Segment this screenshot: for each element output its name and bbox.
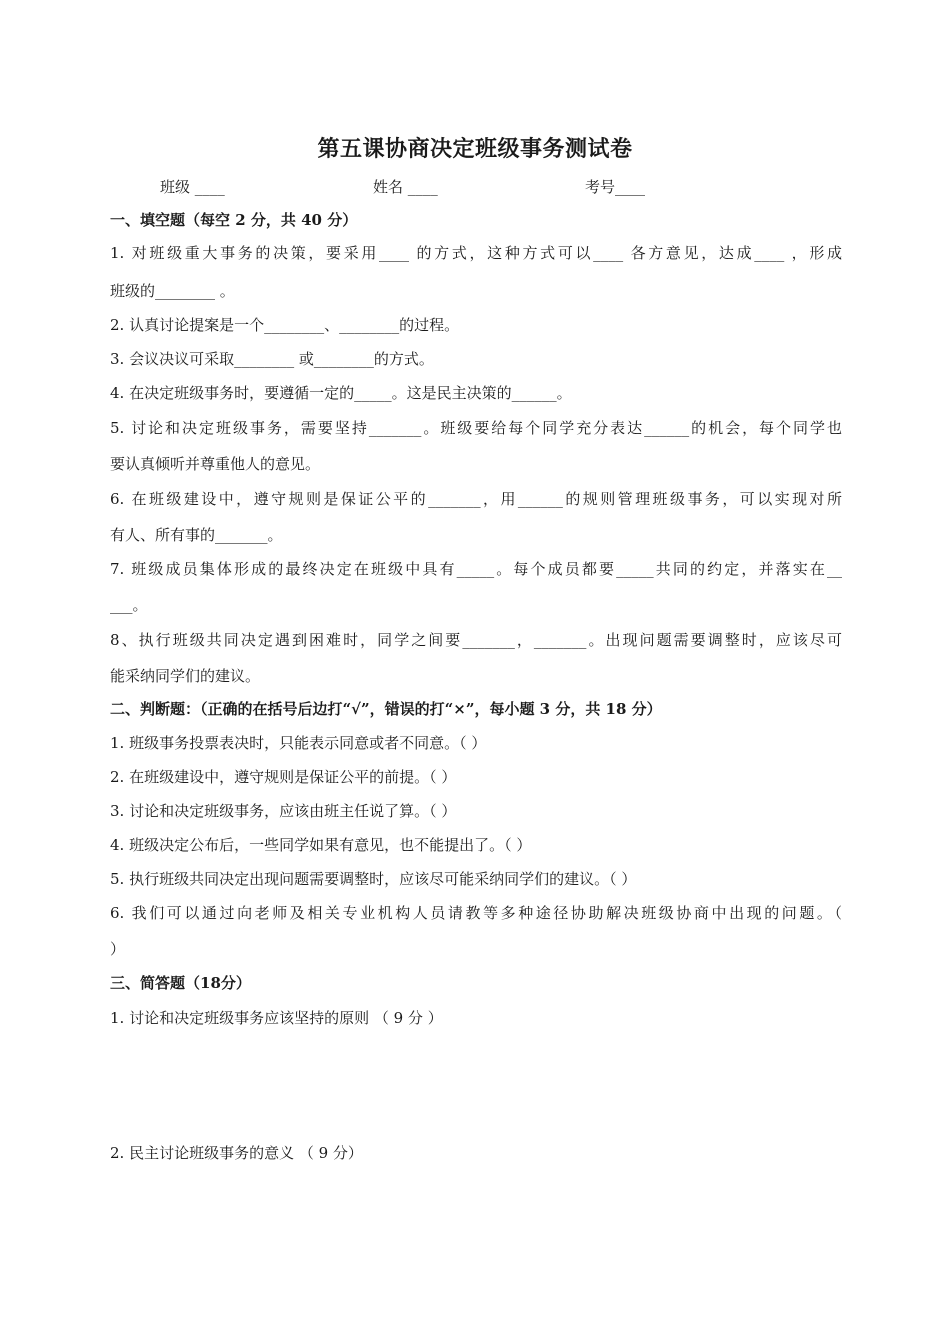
question-line: 6. 在班级建设中，遵守规则是保证公平的_______，用______的规则管理班级事务，可以实现对所 xyxy=(110,490,842,508)
question-line: 7. 班级成员集体形成的最终决定在班级中具有_____。每个成员都要_____共同的约定，并落实在__ xyxy=(110,560,842,578)
question-line: 2. 认真讨论提案是一个________、________的过程。 xyxy=(110,316,460,334)
question-line: 1. 班级事务投票表决时，只能表示同意或者不同意。（ ） xyxy=(110,734,487,752)
question-line: 5. 执行班级共同决定出现问题需要调整时，应该尽可能采纳同学们的建议。（ ） xyxy=(110,870,637,888)
section-heading-fill-in: 一、填空题（每空 2 分，共 40 分） xyxy=(110,211,358,229)
question-line: 5. 讨论和决定班级事务，需要坚持_______。班级要给每个同学充分表达______的机会，每个同学也 xyxy=(110,419,842,437)
question-line: 4. 班级决定公布后，一些同学如果有意见，也不能提出了。（ ） xyxy=(110,836,532,854)
class-field-label: 班级 ____ xyxy=(160,178,225,196)
question-line: 有人、所有事的_______。 xyxy=(110,526,283,544)
question-line: 能采纳同学们的建议。 xyxy=(110,667,261,685)
question-line: 6. 我们可以通过向老师及相关专业机构人员请教等多种途径协助解决班级协商中出现的问题。（ xyxy=(110,904,842,922)
section-heading-short-answer: 三、简答题（18分） xyxy=(110,974,251,992)
page-title: 第五课协商决定班级事务测试卷 xyxy=(317,136,633,162)
question-line: 2. 在班级建设中，遵守规则是保证公平的前提。（ ） xyxy=(110,768,457,786)
question-line: 8、执行班级共同决定遇到困难时，同学之间要_______，_______。出现问题需要调整时，应该尽可 xyxy=(110,631,842,649)
question-line: 要认真倾听并尊重他人的意见。 xyxy=(110,455,321,473)
question-line: 3. 讨论和决定班级事务，应该由班主任说了算。（ ） xyxy=(110,802,457,820)
question-line: ） xyxy=(110,940,126,958)
question-line: 班级的________ 。 xyxy=(110,282,235,300)
question-line: ___。 xyxy=(110,596,148,614)
name-field-label: 姓名 ____ xyxy=(373,178,438,196)
question-line: 2. 民主讨论班级事务的意义 （ 9 分） xyxy=(110,1144,363,1162)
question-line: 1. 讨论和决定班级事务应该坚持的原则 （ 9 分 ） xyxy=(110,1009,443,1027)
section-heading-true-false: 二、判断题：（正确的在括号后边打“√”，错误的打“×”，每小题 3 分，共 18 分） xyxy=(110,700,662,718)
exam-number-field-label: 考号____ xyxy=(585,178,646,196)
question-line: 1. 对班级重大事务的决策，要采用____ 的方式，这种方式可以____ 各方意见，达成____ ，形成 xyxy=(110,244,842,262)
question-line: 4. 在决定班级事务时，要遵循一定的_____。这是民主决策的______。 xyxy=(110,384,572,402)
question-line: 3. 会议决议可采取________ 或________的方式。 xyxy=(110,350,434,368)
